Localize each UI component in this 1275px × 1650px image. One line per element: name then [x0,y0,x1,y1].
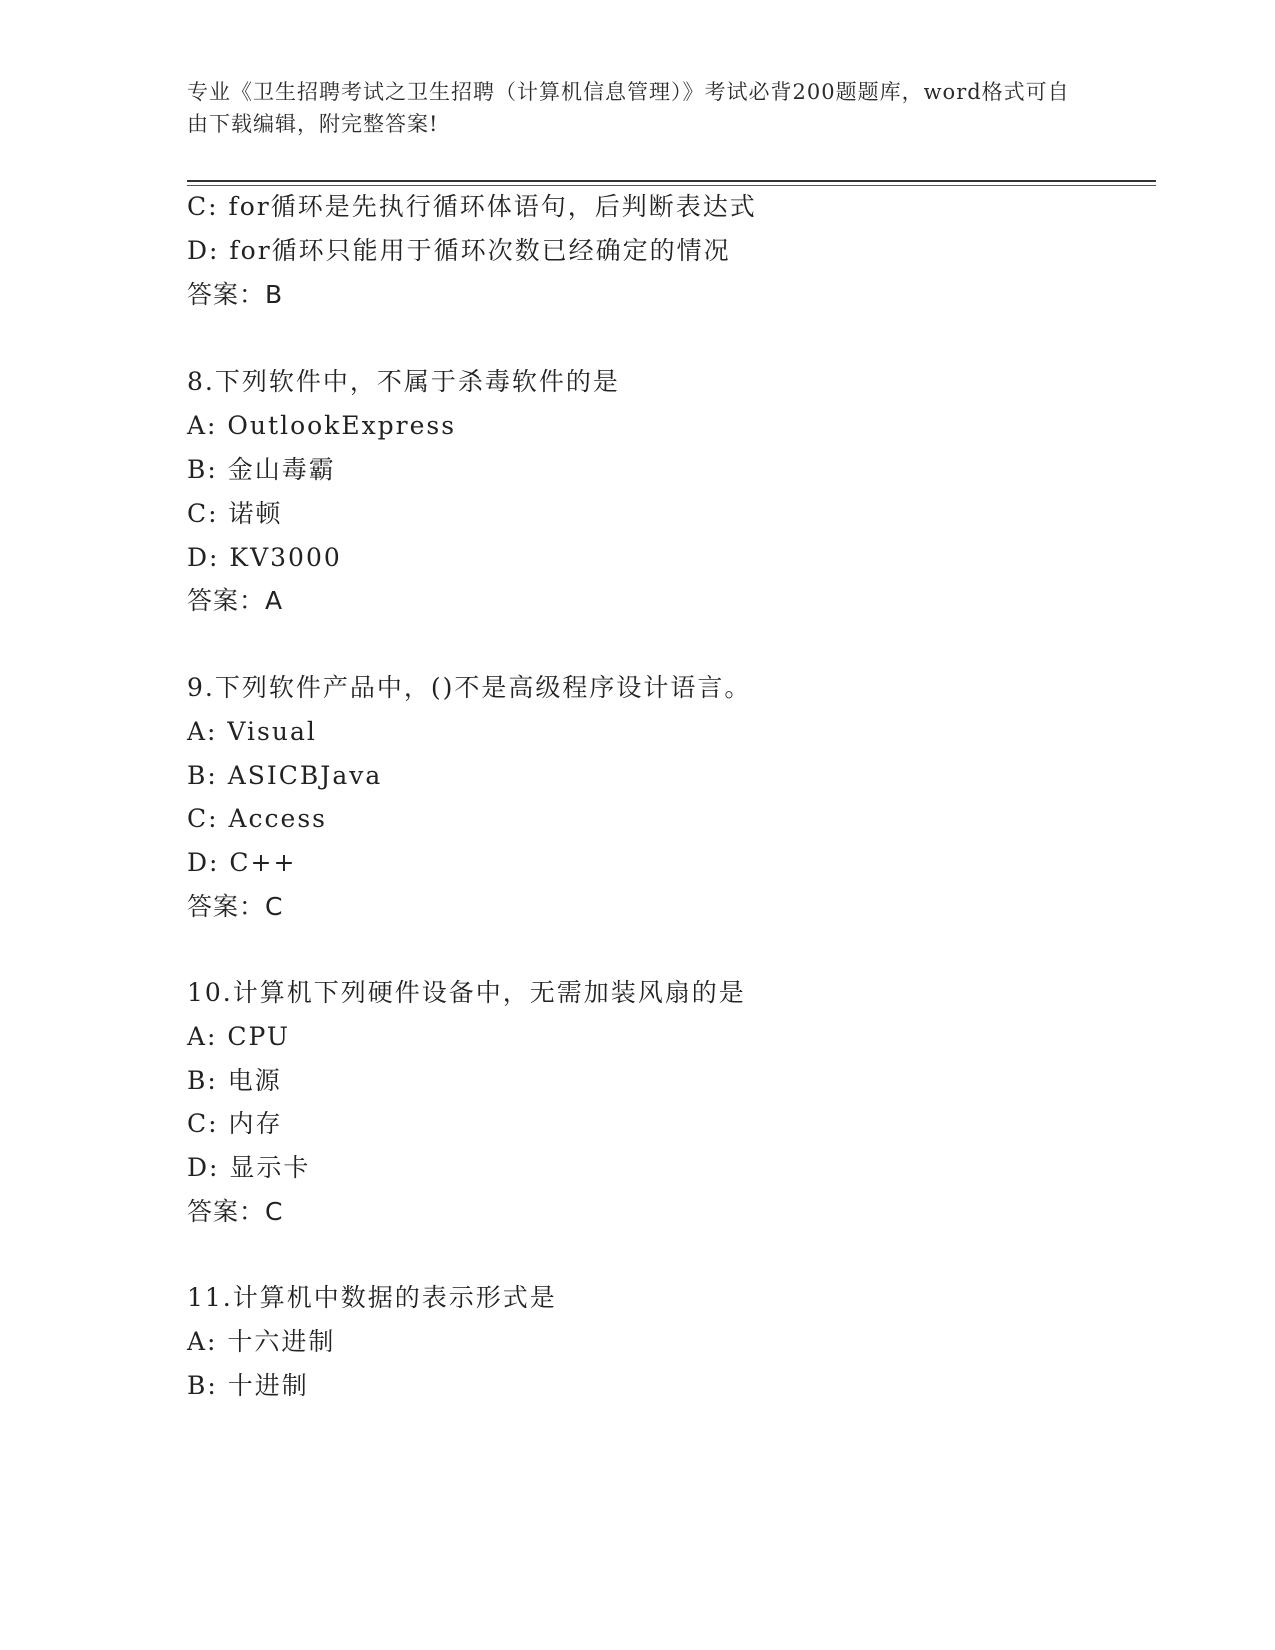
header-divider-thin [187,185,1156,186]
option-a: A: 十六进制 [187,1327,336,1356]
header-divider-thick [187,180,1156,182]
option-c: C: 诺顿 [187,499,283,528]
option-d: D: KV3000 [187,543,342,572]
option-a: A: Visual [187,717,317,746]
answer-line: 答案：B [187,280,284,309]
option-b: B: 十进制 [187,1371,309,1400]
option-a: A: CPU [187,1022,291,1051]
option-b: B: ASICBJava [187,761,383,790]
document-header: 专业《卫生招聘考试之卫生招聘（计算机信息管理）》考试必背200题题库，word格式可自由下载编辑，附完整答案! [187,80,1070,136]
option-b: B: 金山毒霸 [187,455,336,484]
question-9: 9.下列软件产品中，()不是高级程序设计语言。 [187,673,752,702]
answer-line: 答案：C [187,892,284,921]
option-d: D: for循环只能用于循环次数已经确定的情况 [187,236,731,265]
option-d: D: C++ [187,848,297,877]
answer-line: 答案：C [187,1197,284,1226]
option-c: C: 内存 [187,1109,283,1138]
question-8: 8.下列软件中，不属于杀毒软件的是 [187,367,620,396]
question-10: 10.计算机下列硬件设备中，无需加装风扇的是 [187,978,746,1007]
option-a: A: OutlookExpress [187,411,457,440]
option-b: B: 电源 [187,1066,282,1095]
option-c: C: for循环是先执行循环体语句，后判断表达式 [187,192,757,221]
option-c: C: Access [187,804,328,833]
answer-line: 答案：A [187,586,284,615]
option-d: D: 显示卡 [187,1153,311,1182]
question-11: 11.计算机中数据的表示形式是 [187,1283,557,1312]
